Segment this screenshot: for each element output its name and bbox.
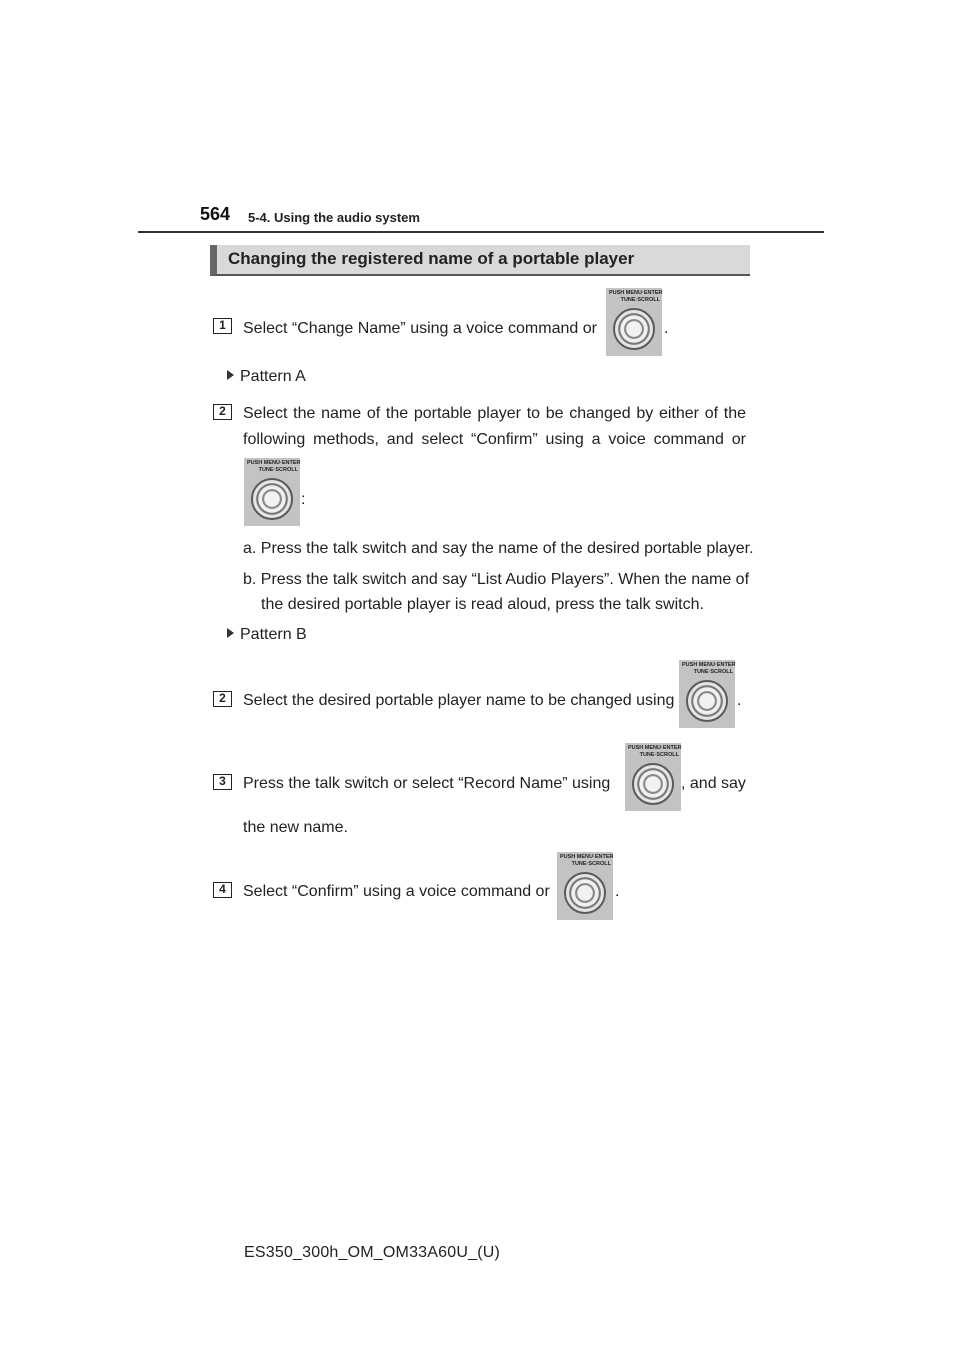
pattern-a-label: Pattern A bbox=[227, 368, 306, 386]
tune-scroll-knob-icon: PUSH MENU·ENTER TUNE·SCROLL bbox=[606, 288, 662, 356]
tune-scroll-knob-icon: PUSH MENU·ENTER TUNE·SCROLL bbox=[625, 743, 681, 811]
step-2a-line-1: Select the name of the portable player to be changed by either of the bbox=[243, 405, 746, 422]
step-number-2a: 2 bbox=[213, 404, 232, 420]
method-b-text: b. Press the talk switch and say “List Audio Players”. When the name of bbox=[243, 571, 750, 588]
document-id: ES350_300h_OM_OM33A60U_(U) bbox=[244, 1244, 501, 1261]
dial-icon bbox=[251, 478, 293, 520]
dial-icon bbox=[632, 763, 674, 805]
dial-icon bbox=[686, 680, 728, 722]
step-1-end: . bbox=[664, 320, 669, 337]
dial-icon bbox=[564, 872, 606, 914]
header-divider bbox=[138, 231, 824, 233]
section-title: Changing the registered name of a portable player bbox=[228, 249, 635, 268]
step-2a-line-2: following methods, and select “Confirm” using a voice command or bbox=[243, 431, 746, 448]
step-1-text: Select “Change Name” using a voice command or bbox=[243, 320, 597, 337]
page-number: 564 bbox=[200, 204, 231, 224]
step-2a-end: : bbox=[301, 491, 306, 508]
step-3-text: Press the talk switch or select “Record Name” using bbox=[243, 775, 611, 792]
section-breadcrumb: 5-4. Using the audio system bbox=[248, 210, 420, 225]
step-2b-end: . bbox=[737, 692, 742, 709]
step-number-3: 3 bbox=[213, 774, 232, 790]
step-4-end: . bbox=[615, 883, 620, 900]
step-number-1: 1 bbox=[213, 318, 232, 334]
tune-scroll-knob-icon: PUSH MENU·ENTER TUNE·SCROLL bbox=[244, 458, 300, 526]
tune-scroll-knob-icon: PUSH MENU·ENTER TUNE·SCROLL bbox=[679, 660, 735, 728]
triangle-bullet-icon bbox=[227, 370, 234, 380]
method-a-text: a. Press the talk switch and say the name of the desired portable player. bbox=[243, 540, 754, 557]
step-2b-text: Select the desired portable player name to be changed using bbox=[243, 692, 675, 709]
step-3-end: , and say bbox=[681, 775, 746, 792]
step-number-2b: 2 bbox=[213, 691, 232, 707]
section-heading-bar bbox=[210, 245, 750, 276]
triangle-bullet-icon bbox=[227, 628, 234, 638]
page-header bbox=[200, 204, 820, 234]
pattern-b-label: Pattern B bbox=[227, 626, 307, 644]
step-3-line-2: the new name. bbox=[243, 819, 348, 836]
tune-scroll-knob-icon: PUSH MENU·ENTER TUNE·SCROLL bbox=[557, 852, 613, 920]
dial-icon bbox=[613, 308, 655, 350]
method-b-text-cont: the desired portable player is read aloud, press the talk switch. bbox=[261, 596, 704, 613]
step-4-text: Select “Confirm” using a voice command or bbox=[243, 883, 550, 900]
step-number-4: 4 bbox=[213, 882, 232, 898]
